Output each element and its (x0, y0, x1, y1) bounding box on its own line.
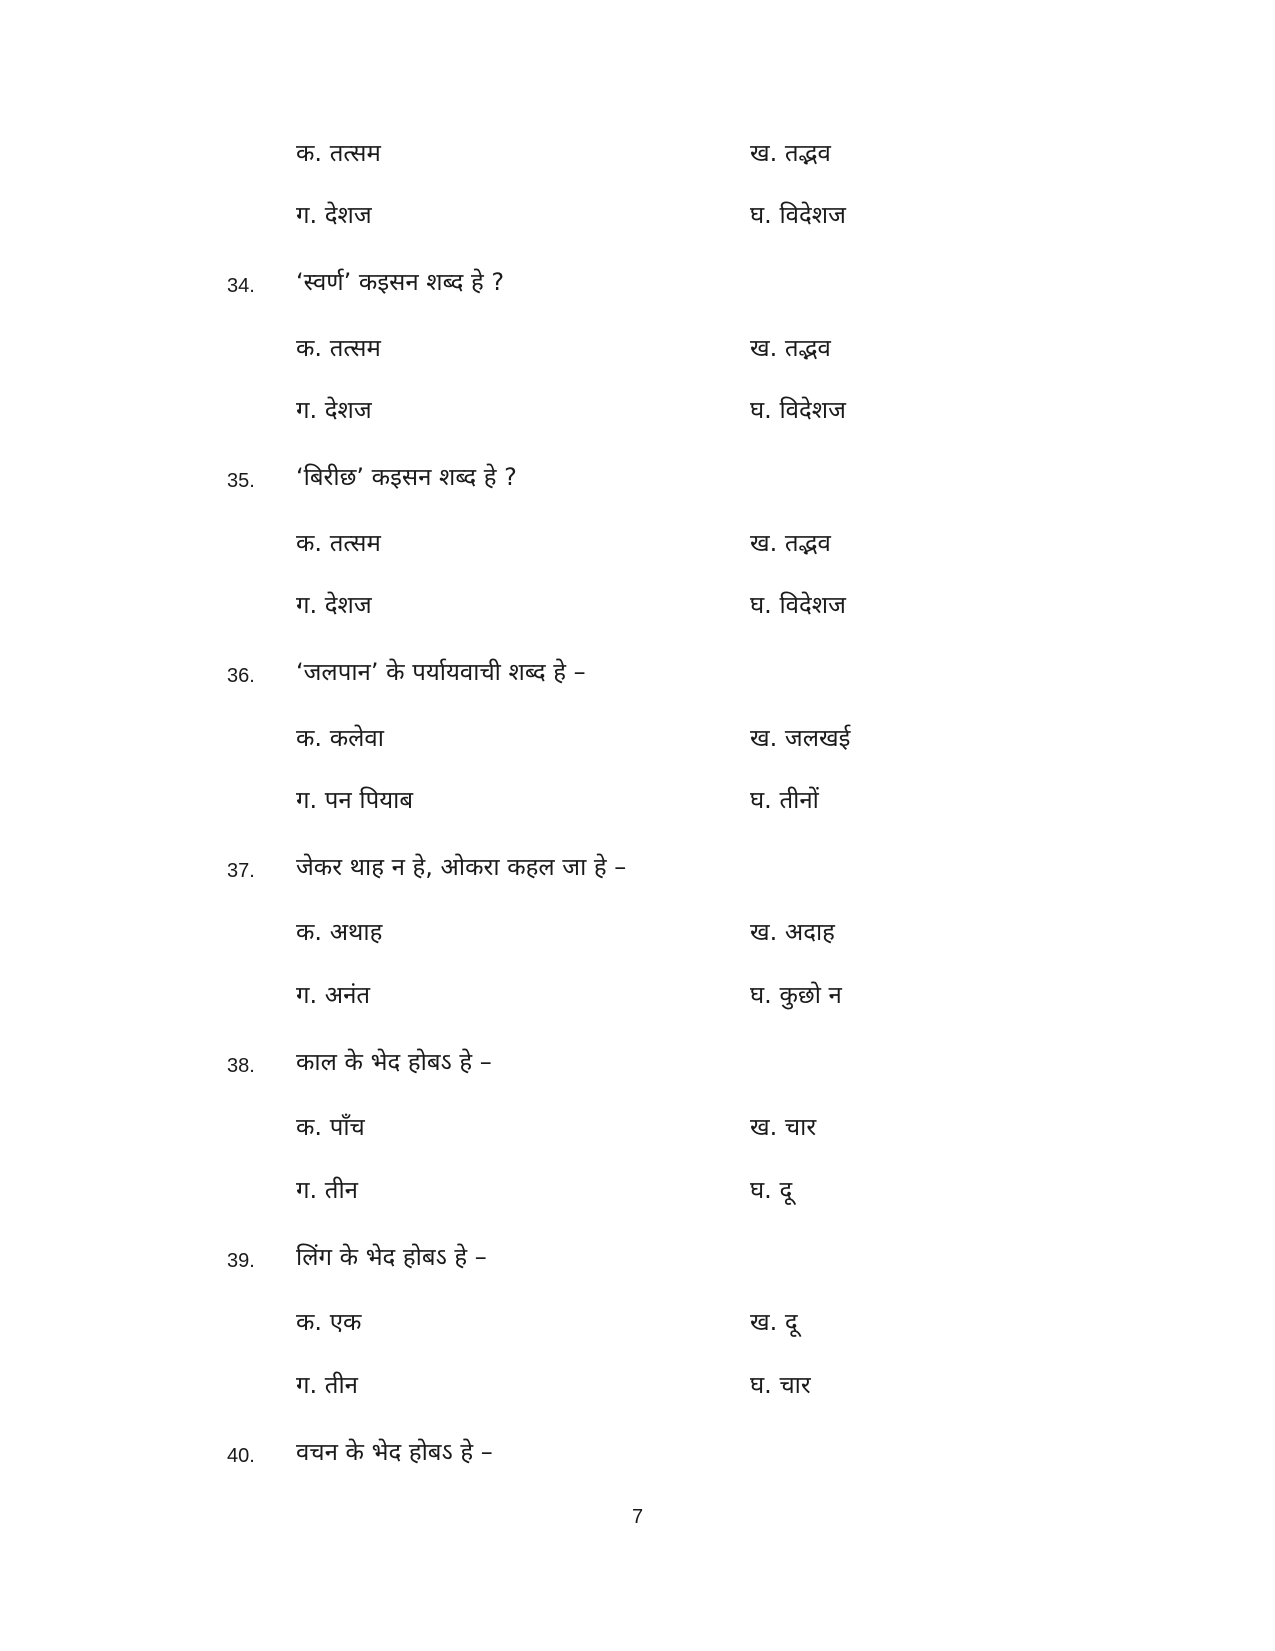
option-kha: ख. अदाह (750, 918, 835, 946)
option-ka: क. तत्सम (296, 529, 381, 557)
option-row (0, 523, 1275, 563)
option-gha: घ. दू (750, 1176, 793, 1204)
option-kha: ख. चार (750, 1113, 817, 1141)
option-row (0, 390, 1275, 430)
option-ka: क. कलेवा (296, 724, 384, 752)
option-ka: क. पाँच (296, 1113, 365, 1141)
question-text: ‘बिरीछ’ कइसन शब्द हे ? (296, 463, 517, 491)
question-text: काल के भेद होबऽ हे – (296, 1048, 492, 1076)
option-row (0, 1365, 1275, 1405)
question-row (0, 262, 1275, 302)
option-ga: ग. देशज (296, 201, 372, 229)
option-row (0, 133, 1275, 173)
question-number: 37. (227, 860, 255, 882)
option-ga: ग. तीन (296, 1176, 358, 1204)
option-row (0, 585, 1275, 625)
option-gha: घ. विदेशज (750, 201, 846, 229)
option-row (0, 975, 1275, 1015)
option-kha: ख. जलखई (750, 724, 851, 752)
question-number: 35. (227, 470, 255, 492)
option-ka: क. तत्सम (296, 334, 381, 362)
option-gha: घ. तीनों (750, 786, 819, 814)
question-text: जेकर थाह न हे, ओकरा कहल जा हे – (296, 853, 627, 881)
option-ka: क. एक (296, 1308, 362, 1336)
option-gha: घ. विदेशज (750, 396, 846, 424)
question-text: ‘जलपान’ के पर्यायवाची शब्द हे – (296, 658, 586, 686)
option-kha: ख. तद्भव (750, 139, 831, 167)
option-gha: घ. कुछो न (750, 981, 842, 1009)
option-kha: ख. दू (750, 1308, 798, 1336)
question-text: ‘स्वर्ण’ कइसन शब्द हे ? (296, 268, 505, 296)
option-gha: घ. विदेशज (750, 591, 846, 619)
option-row (0, 1107, 1275, 1147)
question-number: 40. (227, 1445, 255, 1467)
question-row (0, 1432, 1275, 1472)
option-ka: क. अथाह (296, 918, 383, 946)
option-row (0, 718, 1275, 758)
question-number: 39. (227, 1250, 255, 1272)
option-ga: ग. देशज (296, 591, 372, 619)
question-text: वचन के भेद होबऽ हे – (296, 1438, 493, 1466)
question-row (0, 1042, 1275, 1082)
option-ga: ग. अनंत (296, 981, 371, 1009)
option-kha: ख. तद्भव (750, 334, 831, 362)
option-row (0, 1170, 1275, 1210)
option-ga: ग. देशज (296, 396, 372, 424)
question-number: 36. (227, 665, 255, 687)
question-number: 38. (227, 1055, 255, 1077)
question-row (0, 1237, 1275, 1277)
question-row (0, 847, 1275, 887)
option-row (0, 328, 1275, 368)
option-row (0, 912, 1275, 952)
option-row (0, 195, 1275, 235)
option-ka: क. तत्सम (296, 139, 381, 167)
option-kha: ख. तद्भव (750, 529, 831, 557)
option-gha: घ. चार (750, 1371, 811, 1399)
option-row (0, 780, 1275, 820)
option-row (0, 1302, 1275, 1342)
option-ga: ग. तीन (296, 1371, 358, 1399)
option-ga: ग. पन पियाब (296, 786, 414, 814)
question-text: लिंग के भेद होबऽ हे – (296, 1243, 487, 1271)
page-number: 7 (631, 1506, 644, 1528)
question-row (0, 652, 1275, 692)
question-number: 34. (227, 275, 255, 297)
question-row (0, 457, 1275, 497)
